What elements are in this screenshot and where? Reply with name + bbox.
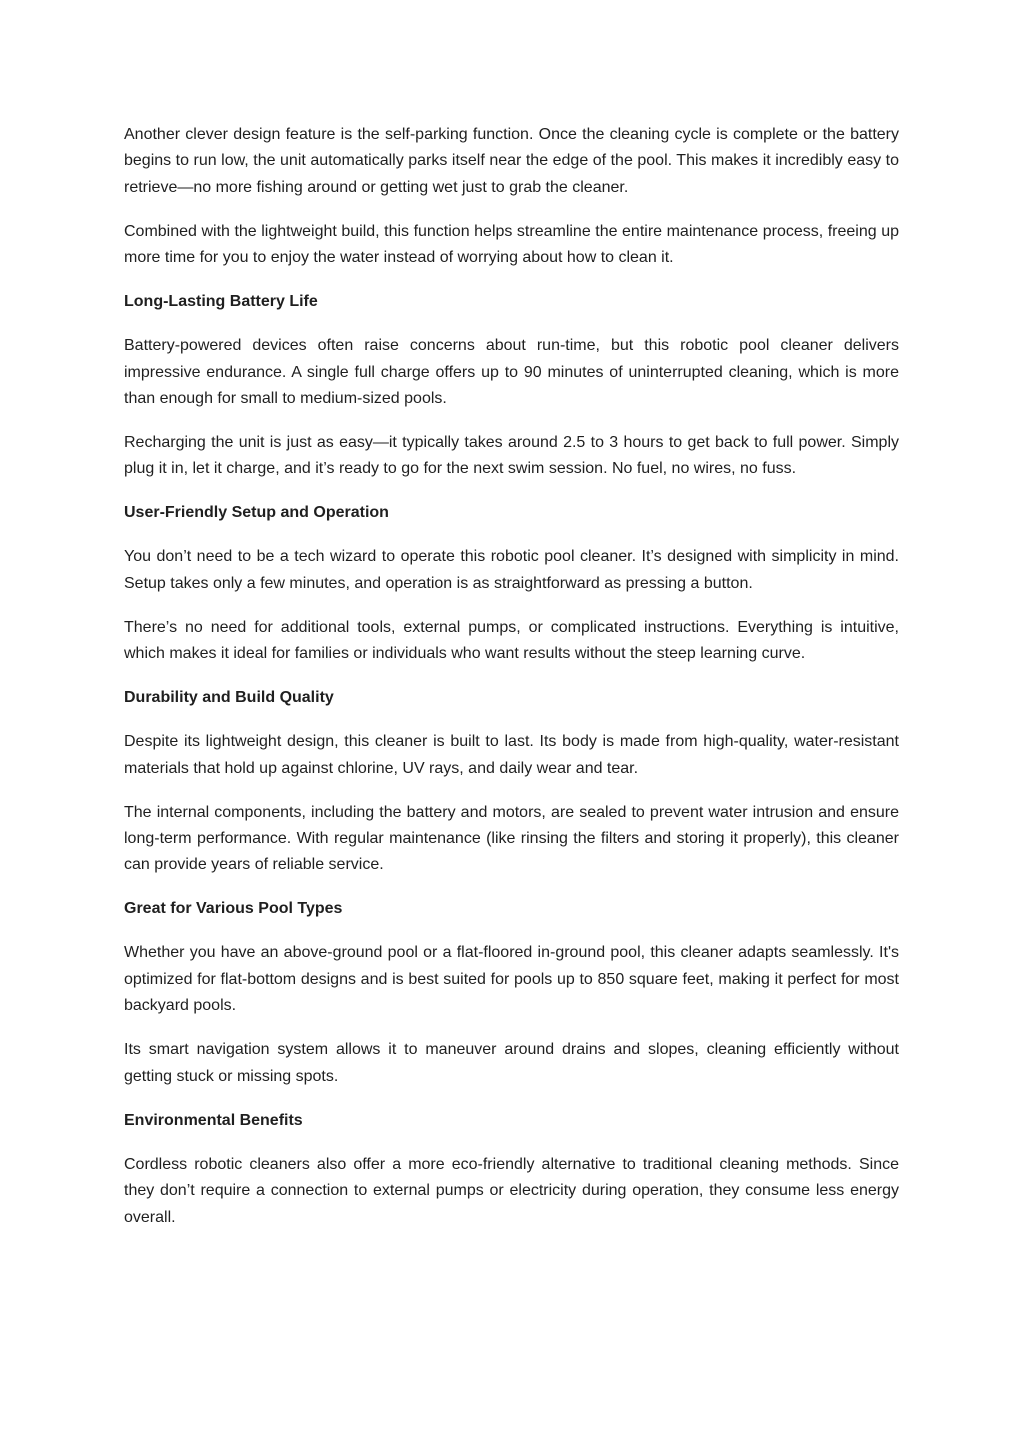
paragraph-lightweight-build: Combined with the lightweight build, this function helps streamline the entire maintenance process, freeing up more time for you to enjoy the water instead of worrying about how to clean it. <box>124 222 899 267</box>
heading-battery-life: Long-Lasting Battery Life <box>124 293 318 311</box>
heading-setup-operation: User-Friendly Setup and Operation <box>124 504 389 522</box>
heading-durability: Durability and Build Quality <box>124 689 334 707</box>
paragraph-internal-components: The internal components, including the battery and motors, are sealed to prevent water intrusion and ensure long-term performance. With regular maintenance (like rinsing the filters and storing it properly), this cleaner can provide years of reliable service. <box>124 803 899 874</box>
paragraph-battery-endurance: Battery-powered devices often raise concerns about run-time, but this robotic pool cleaner delivers impressive endurance. A single full charge offers up to 90 minutes of uninterrupted cleaning, which is more than enough for small to medium-sized pools. <box>124 337 899 408</box>
paragraph-navigation: Its smart navigation system allows it to maneuver around drains and slopes, cleaning efficiently without getting stuck or missing spots. <box>124 1041 899 1085</box>
paragraph-eco-friendly: Cordless robotic cleaners also offer a more eco-friendly alternative to traditional cleaning methods. Since they don’t require a connection to external pumps or electricity during operation, they consume less energy overall. <box>124 1155 899 1226</box>
paragraph-recharging: Recharging the unit is just as easy—it typically takes around 2.5 to 3 hours to get back to full power. Simply plug it in, let it charge, and it’s ready to go for the next swim session. No fuel, no wires, no fuss. <box>124 434 899 478</box>
heading-environmental: Environmental Benefits <box>124 1111 303 1129</box>
paragraph-self-parking: Another clever design feature is the self-parking function. Once the cleaning cycle is complete or the battery begins to run low, the unit automatically parks itself near the edge of the pool. This makes it incredibly easy to retrieve—no more fishing around or getting wet just to grab the cleaner. <box>124 126 899 196</box>
document-page <box>124 122 899 1249</box>
paragraph-no-tools: There’s no need for additional tools, external pumps, or complicated instructions. Everything is intuitive, which makes it ideal for families or individuals who want results without the steep learning curve. <box>124 618 899 663</box>
paragraph-pool-compatibility: Whether you have an above-ground pool or a flat-floored in-ground pool, this cleaner adapts seamlessly. It's optimized for flat-bottom designs and is best suited for pools up to 850 square feet, making it perfect for most backyard pools. <box>124 944 899 1015</box>
paragraph-materials: Despite its lightweight design, this cleaner is built to last. Its body is made from high-quality, water-resistant materials that hold up against chlorine, UV rays, and daily wear and tear. <box>124 733 899 777</box>
paragraph-simplicity: You don’t need to be a tech wizard to operate this robotic pool cleaner. It’s designed with simplicity in mind. Setup takes only a few minutes, and operation is as straightforward as pressing a button. <box>124 548 899 592</box>
heading-pool-types: Great for Various Pool Types <box>124 900 343 918</box>
